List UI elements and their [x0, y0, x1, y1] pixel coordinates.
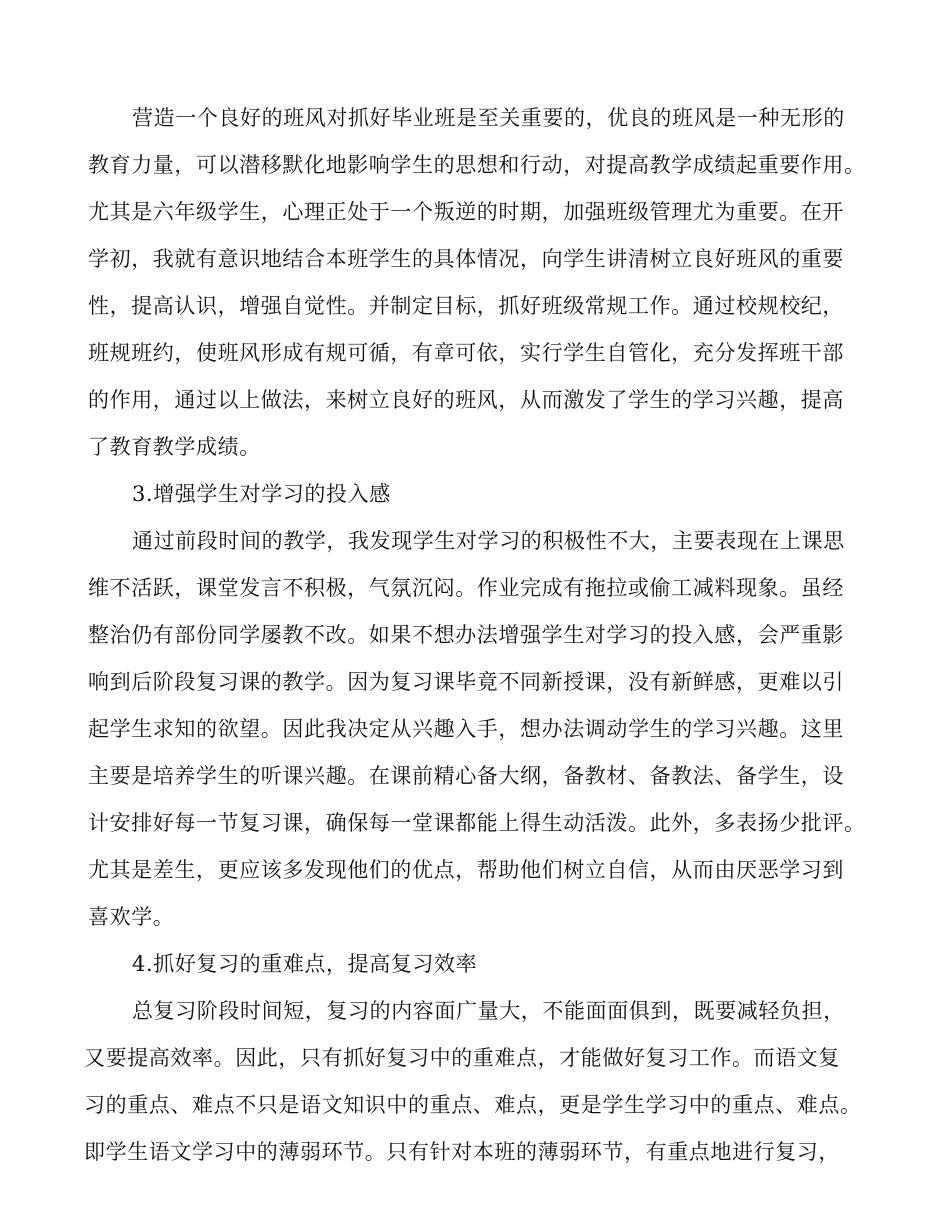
paragraph-1-line-7: 的作用，通过以上做法，来树立良好的班风，从而激发了学生的学习兴趣，提高	[88, 388, 844, 412]
paragraph-1-line-4: 学初，我就有意识地结合本班学生的具体情况，向学生讲清树立良好班风的重要	[88, 247, 844, 271]
paragraph-3-line-1: 总复习阶段时间短，复习的内容面广量大，不能面面俱到，既要减轻负担，	[132, 999, 845, 1023]
paragraph-1-line-5: 性，提高认识，增强自觉性。并制定目标，抓好班级常规工作。通过校规校纪，	[88, 294, 844, 318]
paragraph-1-line-2: 教育力量，可以潜移默化地影响学生的思想和行动，对提高教学成绩起重要作用。	[88, 153, 866, 177]
paragraph-1-line-3: 尤其是六年级学生，心理正处于一个叛逆的时期，加强班级管理尤为重要。在开	[88, 200, 844, 224]
paragraph-3-line-3: 习的重点、难点不只是语文知识中的重点、难点，更是学生学习中的重点、难点。	[84, 1093, 862, 1117]
section-heading-3: 3.增强学生对学习的投入感	[132, 482, 391, 506]
paragraph-2-line-9: 喜欢学。	[88, 905, 175, 929]
paragraph-2-line-7: 计安排好每一节复习课，确保每一堂课都能上得生动活泼。此外，多表扬少批评。	[88, 811, 866, 835]
paragraph-2-line-4: 响到后阶段复习课的教学。因为复习课毕竟不同新授课，没有新鲜感，更难以引	[88, 670, 844, 694]
paragraph-2-line-5: 起学生求知的欲望。因此我决定从兴趣入手，想办法调动学生的学习兴趣。这里	[88, 717, 844, 741]
paragraph-1-line-1: 营造一个良好的班风对抓好毕业班是至关重要的，优良的班风是一种无形的	[132, 106, 845, 130]
paragraph-1-line-8: 了教育教学成绩。	[88, 435, 261, 459]
paragraph-1-line-6: 班规班约，使班风形成有规可循，有章可依，实行学生自管化，充分发挥班干部	[88, 341, 844, 365]
paragraph-3-line-4: 即学生语文学习中的薄弱环节。只有针对本班的薄弱环节，有重点地进行复习，	[84, 1140, 840, 1164]
paragraph-2-line-6: 主要是培养学生的听课兴趣。在课前精心备大纲，备教材、备教法、备学生，设	[88, 764, 844, 788]
paragraph-2-line-2: 维不活跃，课堂发言不积极，气氛沉闷。作业完成有拖拉或偷工减料现象。虽经	[88, 576, 844, 600]
paragraph-3-line-2: 又要提高效率。因此，只有抓好复习中的重难点，才能做好复习工作。而语文复	[84, 1046, 840, 1070]
paragraph-2-line-3: 整治仍有部份同学屡教不改。如果不想办法增强学生对学习的投入感，会严重影	[88, 623, 844, 647]
section-heading-4: 4.抓好复习的重难点，提高复习效率	[132, 952, 478, 976]
paragraph-2-line-1: 通过前段时间的教学，我发现学生对学习的积极性不大，主要表现在上课思	[132, 529, 845, 553]
paragraph-2-line-8: 尤其是差生，更应该多发现他们的优点，帮助他们树立自信，从而由厌恶学习到	[88, 858, 844, 882]
